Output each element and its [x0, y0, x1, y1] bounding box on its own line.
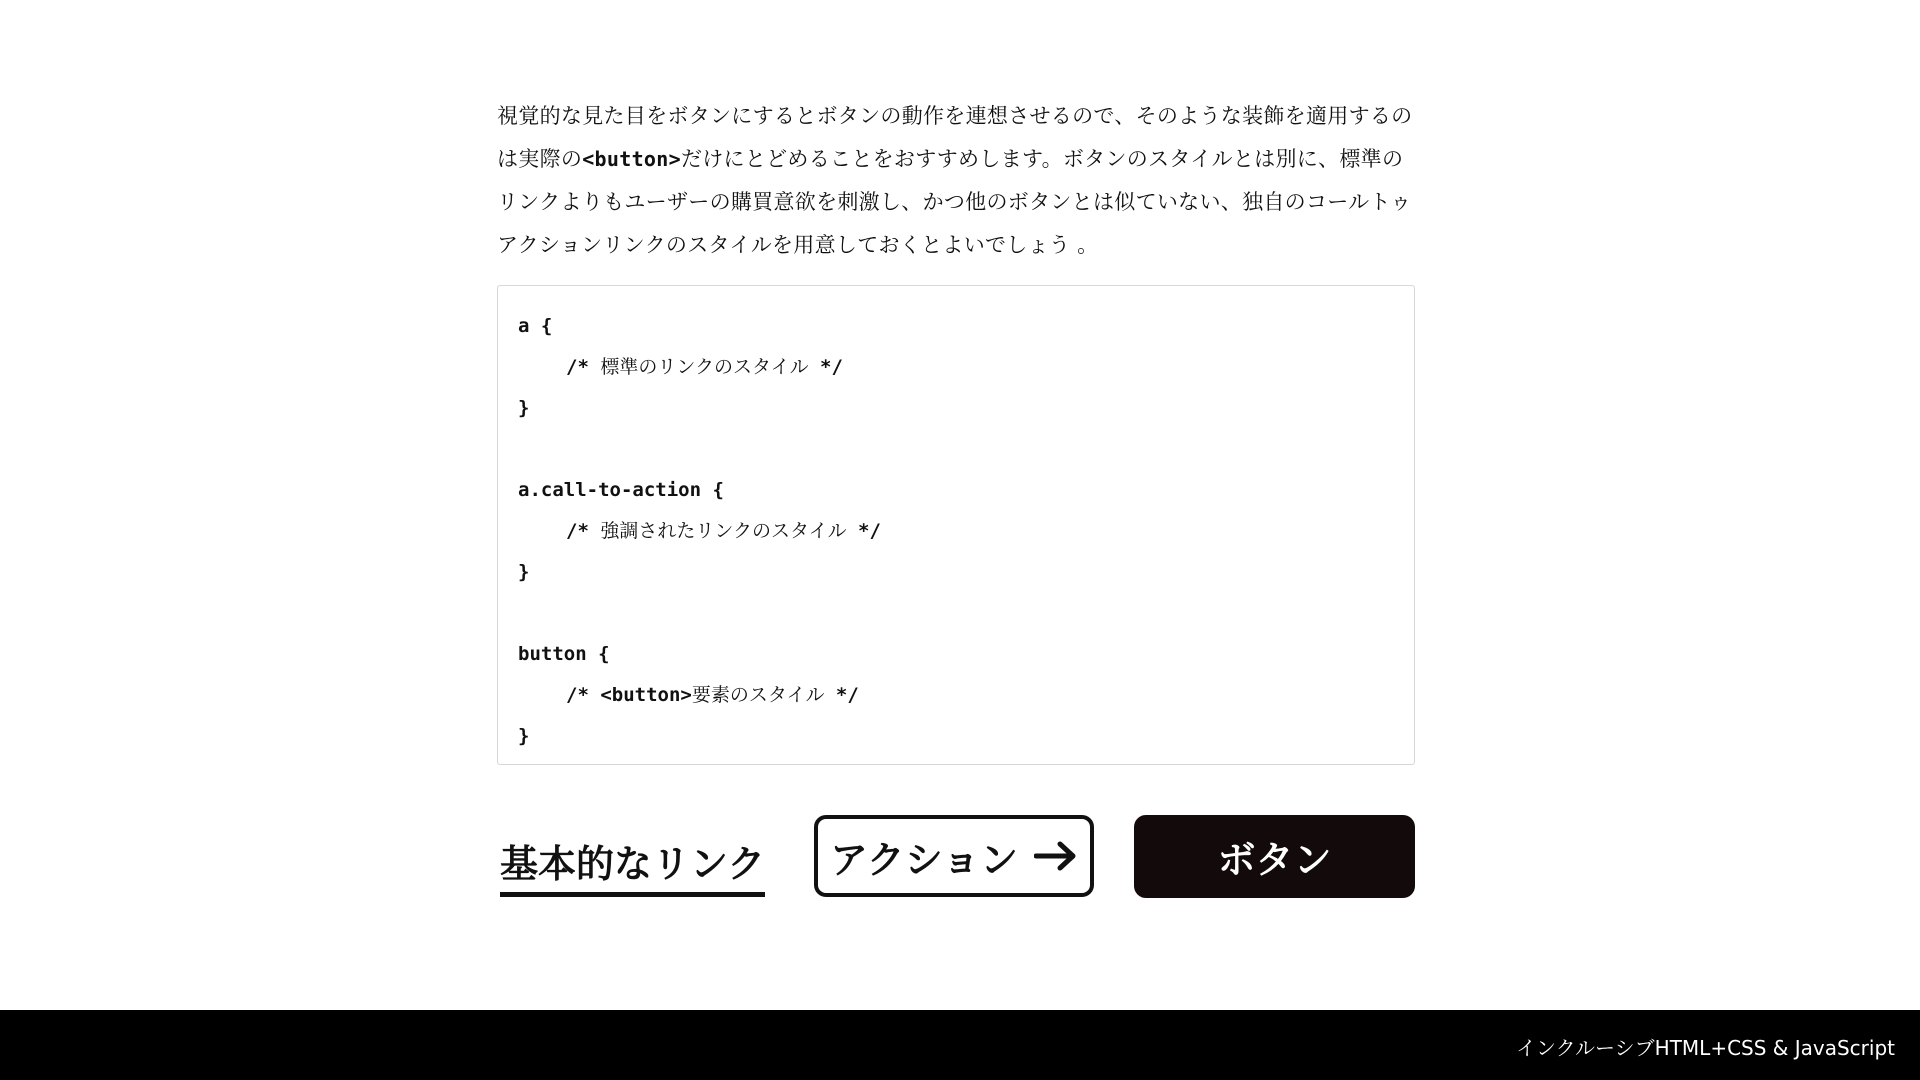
book-title: インクルーシブHTML+CSS & JavaScript — [1516, 1036, 1895, 1060]
main-content — [497, 95, 1417, 765]
code-comment-text: 強調されたリンクのスタイル — [600, 520, 847, 542]
code-line: } — [518, 397, 530, 419]
code-line — [518, 347, 1394, 388]
code-line: a.call-to-action { — [518, 479, 724, 501]
paragraph-line-3: リンクよりもユーザーの購買意欲を刺激し、かつ他のボタンとは似ていない、独自のコールトゥ — [497, 190, 1412, 214]
call-to-action-link[interactable] — [814, 815, 1094, 897]
code-comment-text: 要素のスタイル — [691, 684, 825, 706]
body-paragraph — [497, 95, 1417, 267]
inline-code-button: <button> — [582, 147, 681, 171]
paragraph-line-2-post: だけにとどめることをおすすめします。ボタンのスタイルとは別に、標準の — [680, 147, 1404, 171]
code-line: button { — [518, 643, 610, 665]
code-line: a { — [518, 315, 553, 337]
code-line: } — [518, 561, 530, 583]
code-comment-open: /* — [566, 356, 601, 378]
demo-button[interactable]: ボタン — [1134, 815, 1415, 898]
code-line — [518, 675, 1394, 716]
paragraph-line-4: アクションリンクのスタイルを用意しておくとよいでしょう 。 — [497, 233, 1099, 257]
paragraph-line-2-pre: は実際の — [497, 147, 583, 171]
code-line-blank — [518, 593, 1394, 634]
code-comment-open: /* <button> — [566, 684, 692, 706]
code-comment-close: */ — [824, 684, 859, 706]
code-comment-close: */ — [808, 356, 843, 378]
call-to-action-label: アクション — [829, 837, 1019, 882]
code-block — [497, 285, 1415, 765]
code-comment-close: */ — [846, 520, 881, 542]
code-comment-open: /* — [566, 520, 601, 542]
footer-bar — [0, 1010, 1920, 1080]
code-line: } — [518, 725, 530, 747]
paragraph-line-2 — [497, 138, 1417, 181]
demo-controls — [497, 815, 1415, 899]
code-line-blank — [518, 429, 1394, 470]
basic-link[interactable]: 基本的なリンク — [500, 833, 765, 897]
paragraph-line-1: 視覚的な見た目をボタンにするとボタンの動作を連想させるので、そのような装飾を適用するの — [497, 104, 1413, 128]
arrow-right-icon — [1034, 841, 1078, 871]
code-comment-text: 標準のリンクのスタイル — [600, 356, 809, 378]
code-line — [518, 511, 1394, 552]
